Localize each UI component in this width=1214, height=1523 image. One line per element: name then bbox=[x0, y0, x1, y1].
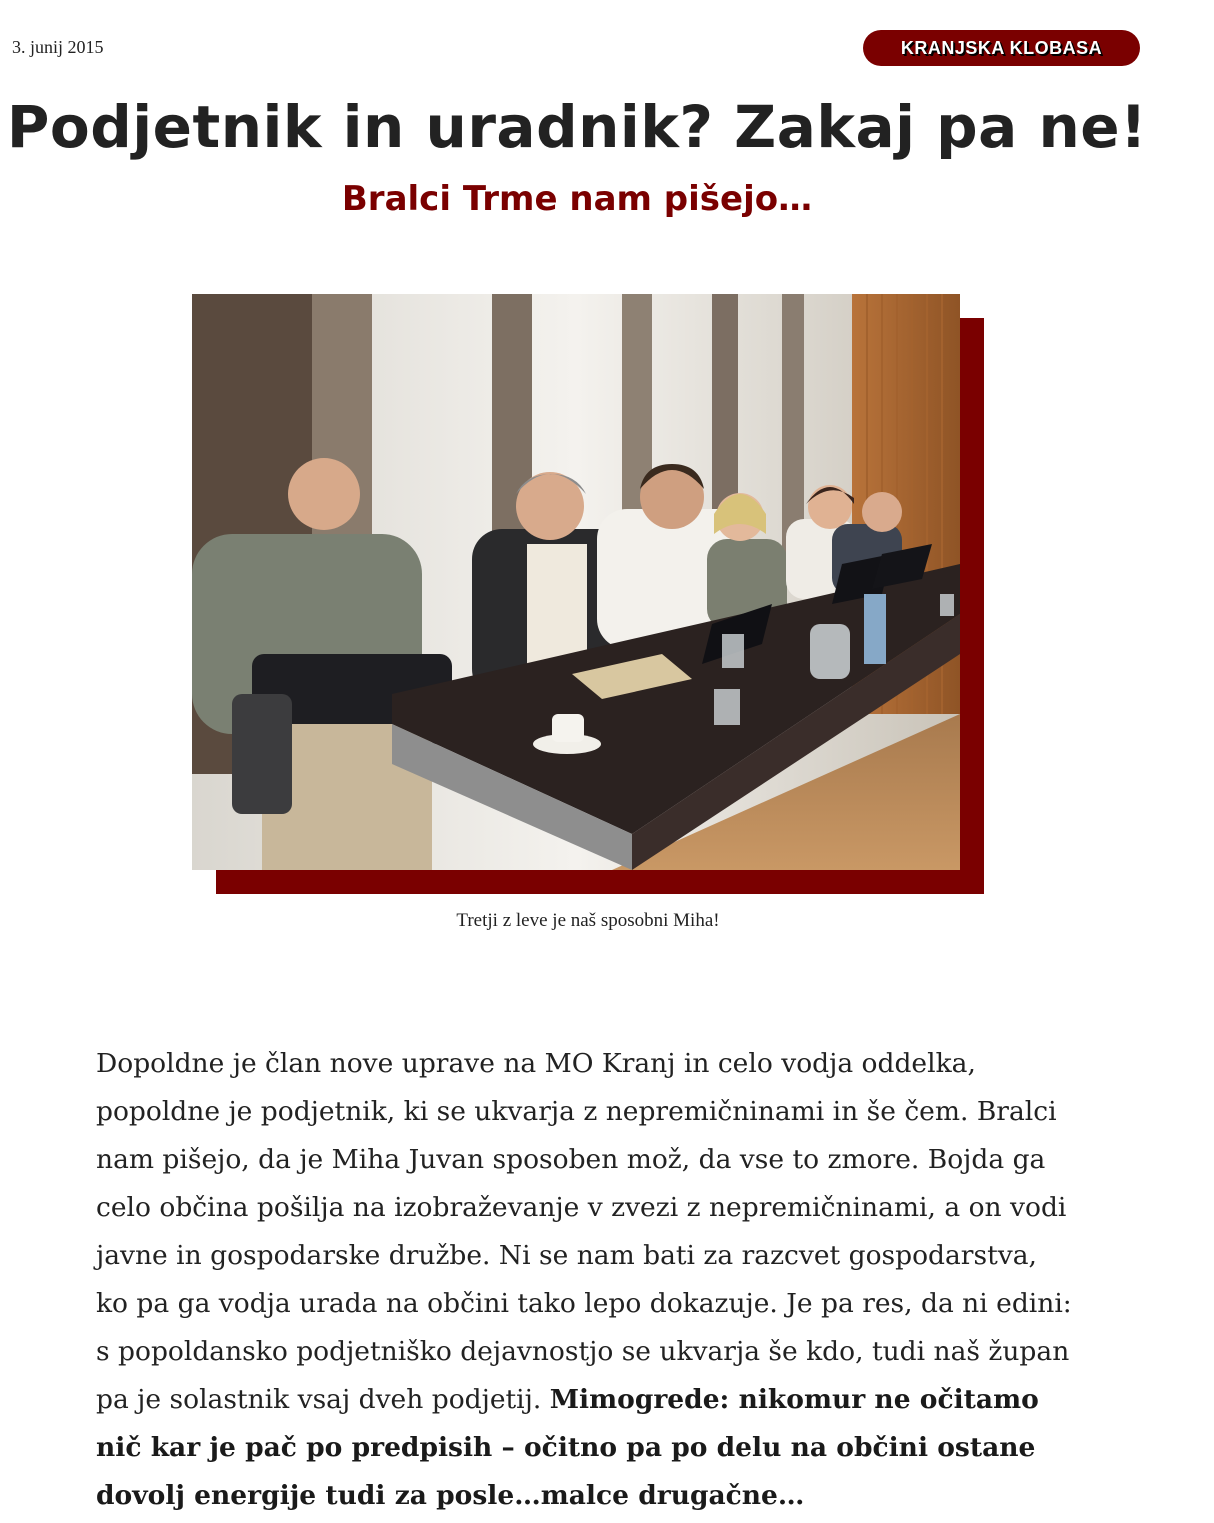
article-photo[interactable] bbox=[192, 294, 960, 870]
article-body-text: Dopoldne je član nove uprave na MO Kranj in celo vodja oddelka, popoldne je podjetnik, ki se ukvarja z nepremičninami in še čem. Bralci nam pišejo, da je Miha Juvan sposoben mož, da vse to zmore. Bojda ga celo občina pošilja na izobraževanje v zvezi z nepremičninami, a on vodi javne in gospodarske družbe. Ni se nam bati za razcvet gospodarstva, ko pa ga vodja urada na občini tako lepo dokazuje. Je pa res, da ni edini: s popoldansko podjetniško dejavnostjo se ukvarja še kdo, tudi naš župan pa je solastnik vsaj dveh podjetij. bbox=[96, 1048, 1072, 1415]
meeting-photo-illustration bbox=[192, 294, 960, 870]
page-title: Podjetnik in uradnik? Zakaj pa ne! bbox=[6, 93, 1148, 161]
article-body bbox=[96, 1040, 1076, 1520]
photo-caption: Tretji z leve je naš sposobni Miha! bbox=[456, 910, 720, 931]
post-date: 3. junij 2015 bbox=[12, 37, 104, 57]
article-body-emphasis: Mimogrede: nikomur ne očitamo nič kar je pač po predpisih – očitno pa po delu na občini ostane dovolj energije tudi za posle…malce drugačne… bbox=[96, 1384, 1039, 1511]
category-badge[interactable]: KRANJSKA KLOBASA bbox=[863, 30, 1140, 66]
page-subtitle: Bralci Trme nam pišejo… bbox=[341, 179, 813, 219]
